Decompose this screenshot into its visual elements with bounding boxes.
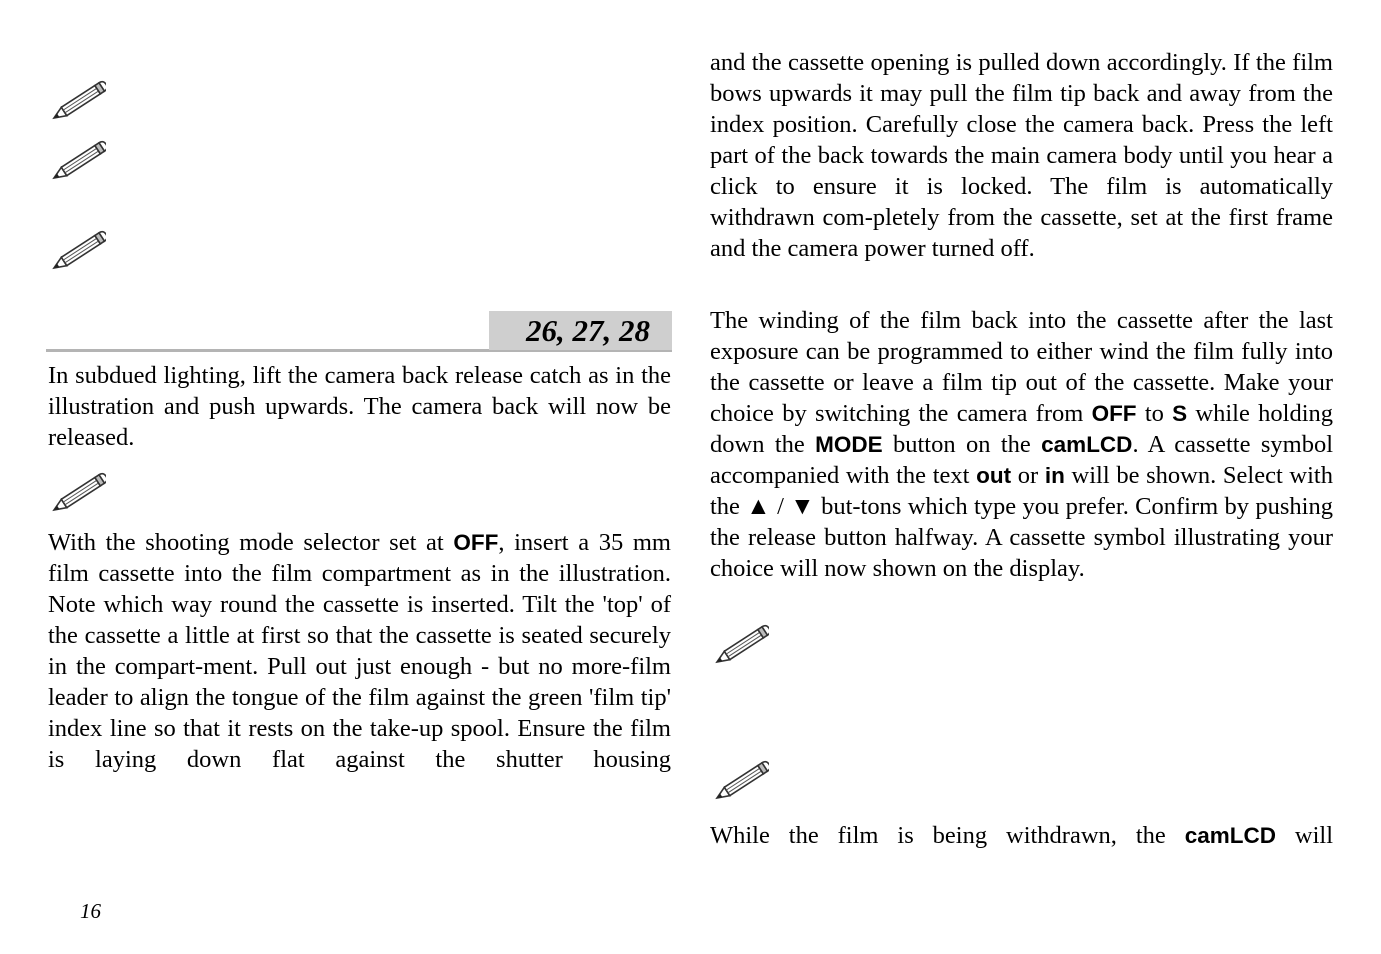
left-column-top [48, 360, 671, 453]
paragraph-rewind-setting [710, 305, 1333, 584]
bold-keyword: out [976, 463, 1012, 488]
bold-keyword: in [1044, 463, 1065, 488]
pencil-icon [713, 622, 769, 666]
paragraph-release-back: In subdued lighting, lift the camera back release catch as in the illustration and push upwards. The camera back will now be released. [48, 362, 671, 451]
left-column-bottom [48, 527, 671, 775]
text-run: or [1011, 462, 1045, 489]
text-run: will be shown. Select with the ▲ / ▼ but-tons which type you prefer. Confirm by pushing the release button halfway. A cassette symbol illustrating your choice will now shown on the display. [710, 462, 1333, 582]
text-run: to [1136, 400, 1173, 427]
pencil-icon [50, 138, 106, 182]
text-run: while holding down the [710, 400, 1333, 458]
text-run: . A cassette symbol accompanied with the text [710, 431, 1333, 489]
right-column-top [710, 47, 1333, 264]
text-run: button on the [882, 431, 1042, 458]
paragraph-close-back: and the cassette opening is pulled down accordingly. If the film bows upwards it may pull the film tip back and away from the index position. Carefully close the camera back. Press the left part of the back towards the main camera body until you hear a click to ensure it is locked. The film is automatically withdrawn com-pletely from the cassette, set at the first frame and the camera power turned off. [710, 49, 1333, 262]
paragraph-withdrawing [710, 820, 1333, 851]
text-run: With the shooting mode selector set at [48, 529, 454, 556]
pencil-icon [50, 470, 106, 514]
text-run: , insert a 35 mm film cassette into the film compartment as in the illustration. Note which way round the cassette is inserted. Tilt the 'top' of the cassette a little at first so that the cassette is seated securely in the compart-ment. Pull out just enough - but no more-film leader to align the tongue of the film against the green 'film tip' index line so that it rests on the take-up spool. Ensure the film is laying down flat against the shutter housing [48, 529, 671, 773]
section-heading [489, 311, 672, 350]
pencil-icon [50, 228, 106, 272]
pencil-icon [713, 758, 769, 802]
section-number: 26, 27, 28 [526, 313, 650, 348]
right-column-middle [710, 305, 1333, 584]
text-run: The winding of the film back into the cassette after the last exposure can be programmed to either wind the film fully into the cassette or leave a film tip out of the cassette. Make your choice by switching the camera from [710, 307, 1333, 427]
page-number: 16 [80, 899, 101, 923]
right-column-bottom [710, 820, 1333, 851]
text-run: will [1275, 822, 1334, 849]
paragraph-insert-cassette [48, 527, 671, 775]
bold-keyword: camLCD [1184, 823, 1276, 848]
bold-keyword: MODE [815, 432, 883, 457]
text-run: While the film is being withdrawn, the [710, 822, 1185, 849]
bold-keyword: OFF [453, 530, 499, 555]
bold-keyword: S [1172, 401, 1188, 426]
bold-keyword: camLCD [1041, 432, 1133, 457]
bold-keyword: OFF [1091, 401, 1137, 426]
pencil-icon [50, 78, 106, 122]
